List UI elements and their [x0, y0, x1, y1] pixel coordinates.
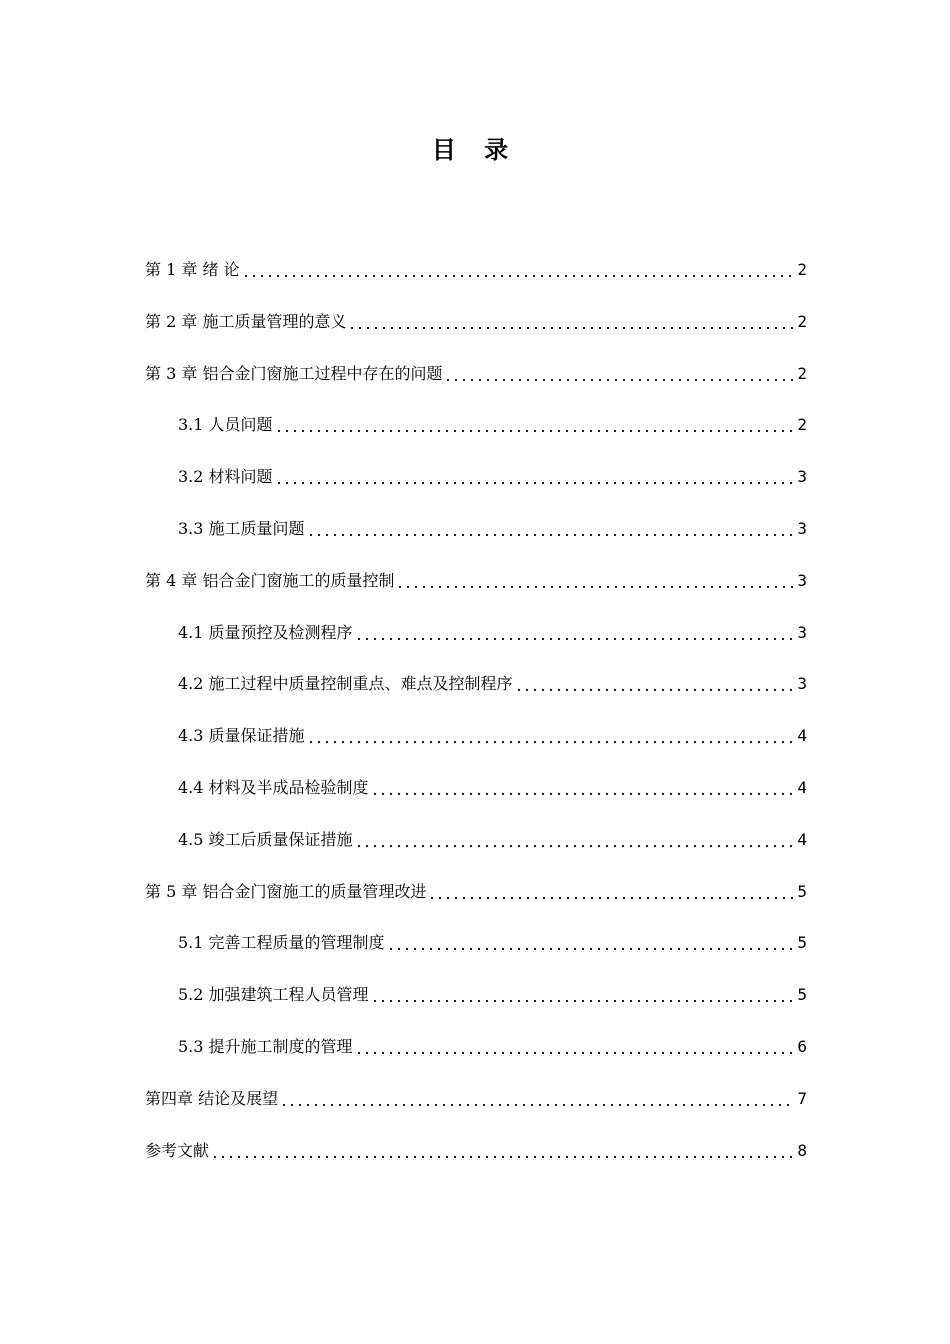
toc-entry-label: 4.1 质量预控及检测程序: [178, 622, 353, 642]
toc-entry-page: 4: [797, 726, 807, 746]
dot-leader: [396, 586, 793, 588]
toc-entry-label: 3.2 材料问题: [178, 467, 273, 487]
toc-title: 目 录: [431, 136, 519, 164]
dot-leader: [275, 482, 794, 484]
toc-entry-page: 5: [797, 933, 807, 953]
toc-entry-page: 4: [797, 778, 807, 797]
toc-entry-label: 4.4 材料及半成品检验制度: [178, 778, 369, 797]
toc-entry: [178, 511, 807, 547]
toc-entry-page: 7: [797, 1088, 807, 1108]
toc-entry: [178, 718, 807, 754]
dot-leader: [371, 793, 794, 795]
toc-entry-page: 2: [797, 363, 807, 383]
toc-entry: [178, 666, 807, 702]
dot-leader: [242, 275, 794, 277]
toc-entry-label: 5.3 提升施工制度的管理: [178, 1037, 353, 1056]
dot-leader: [515, 689, 794, 691]
toc-entry: [178, 407, 807, 443]
toc-entry: [178, 822, 807, 858]
dot-leader: [355, 845, 794, 847]
toc-entry-label: 4.5 竣工后质量保证措施: [178, 829, 353, 849]
toc-entry: [145, 304, 807, 340]
toc-entry: [178, 1029, 807, 1065]
toc-entry: [178, 977, 807, 1013]
toc-entry-page: 5: [797, 985, 807, 1005]
toc-entry: [145, 1081, 807, 1117]
toc-entry-label: 第 4 章 铝合金门窗施工的质量控制: [145, 570, 395, 590]
toc-entry-label: 第 2 章 施工质量管理的意义: [145, 311, 347, 331]
toc-entry: [145, 252, 807, 288]
toc-entry: [178, 770, 807, 806]
dot-leader: [348, 327, 793, 329]
toc-entry: [145, 563, 807, 599]
toc-entry-page: 3: [797, 570, 807, 590]
toc-entry-label: 第 1 章 绪 论: [145, 260, 240, 279]
toc-entry-label: 第 3 章 铝合金门窗施工过程中存在的问题: [145, 363, 443, 383]
toc-entry-label: 5.2 加强建筑工程人员管理: [178, 985, 369, 1005]
toc-entry-page: 6: [797, 1037, 807, 1056]
toc-entry-page: 3: [797, 467, 807, 487]
toc-entry-page: 4: [797, 829, 807, 849]
toc-entry: [145, 1133, 807, 1169]
dot-leader: [428, 897, 793, 899]
dot-leader: [307, 534, 794, 536]
dot-leader: [211, 1156, 793, 1158]
toc-entry-label: 4.2 施工过程中质量控制重点、难点及控制程序: [178, 674, 513, 694]
toc-entry-label: 第 5 章 铝合金门窗施工的质量管理改进: [145, 881, 427, 901]
toc-entry-page: 3: [797, 622, 807, 642]
dot-leader: [275, 430, 794, 432]
dot-leader: [387, 948, 794, 950]
toc-entry-page: 2: [797, 260, 807, 279]
dot-leader: [280, 1104, 793, 1106]
toc-entry-page: 5: [797, 881, 807, 901]
toc-entry-label: 3.3 施工质量问题: [178, 519, 305, 538]
toc-entry: [178, 925, 807, 961]
dot-leader: [355, 638, 794, 640]
toc-entry: [178, 459, 807, 495]
toc-entry-page: 3: [797, 674, 807, 694]
toc-entry-label: 5.1 完善工程质量的管理制度: [178, 933, 385, 953]
toc-entry-label: 第四章 结论及展望: [145, 1088, 279, 1108]
toc-entry-page: 2: [797, 311, 807, 331]
toc-entry-label: 3.1 人员问题: [178, 415, 273, 435]
toc-entry-label: 4.3 质量保证措施: [178, 726, 305, 746]
toc-entry: [178, 615, 807, 651]
toc-entry-page: 2: [797, 415, 807, 435]
toc-entry-page: 3: [797, 519, 807, 538]
toc-entry: [145, 874, 807, 910]
dot-leader: [371, 1000, 794, 1002]
toc-entry: [145, 356, 807, 392]
toc-entry-label: 参考文献: [145, 1140, 210, 1160]
toc-entry-page: 8: [797, 1140, 807, 1160]
dot-leader: [444, 379, 793, 381]
dot-leader: [355, 1052, 794, 1054]
dot-leader: [307, 741, 794, 743]
